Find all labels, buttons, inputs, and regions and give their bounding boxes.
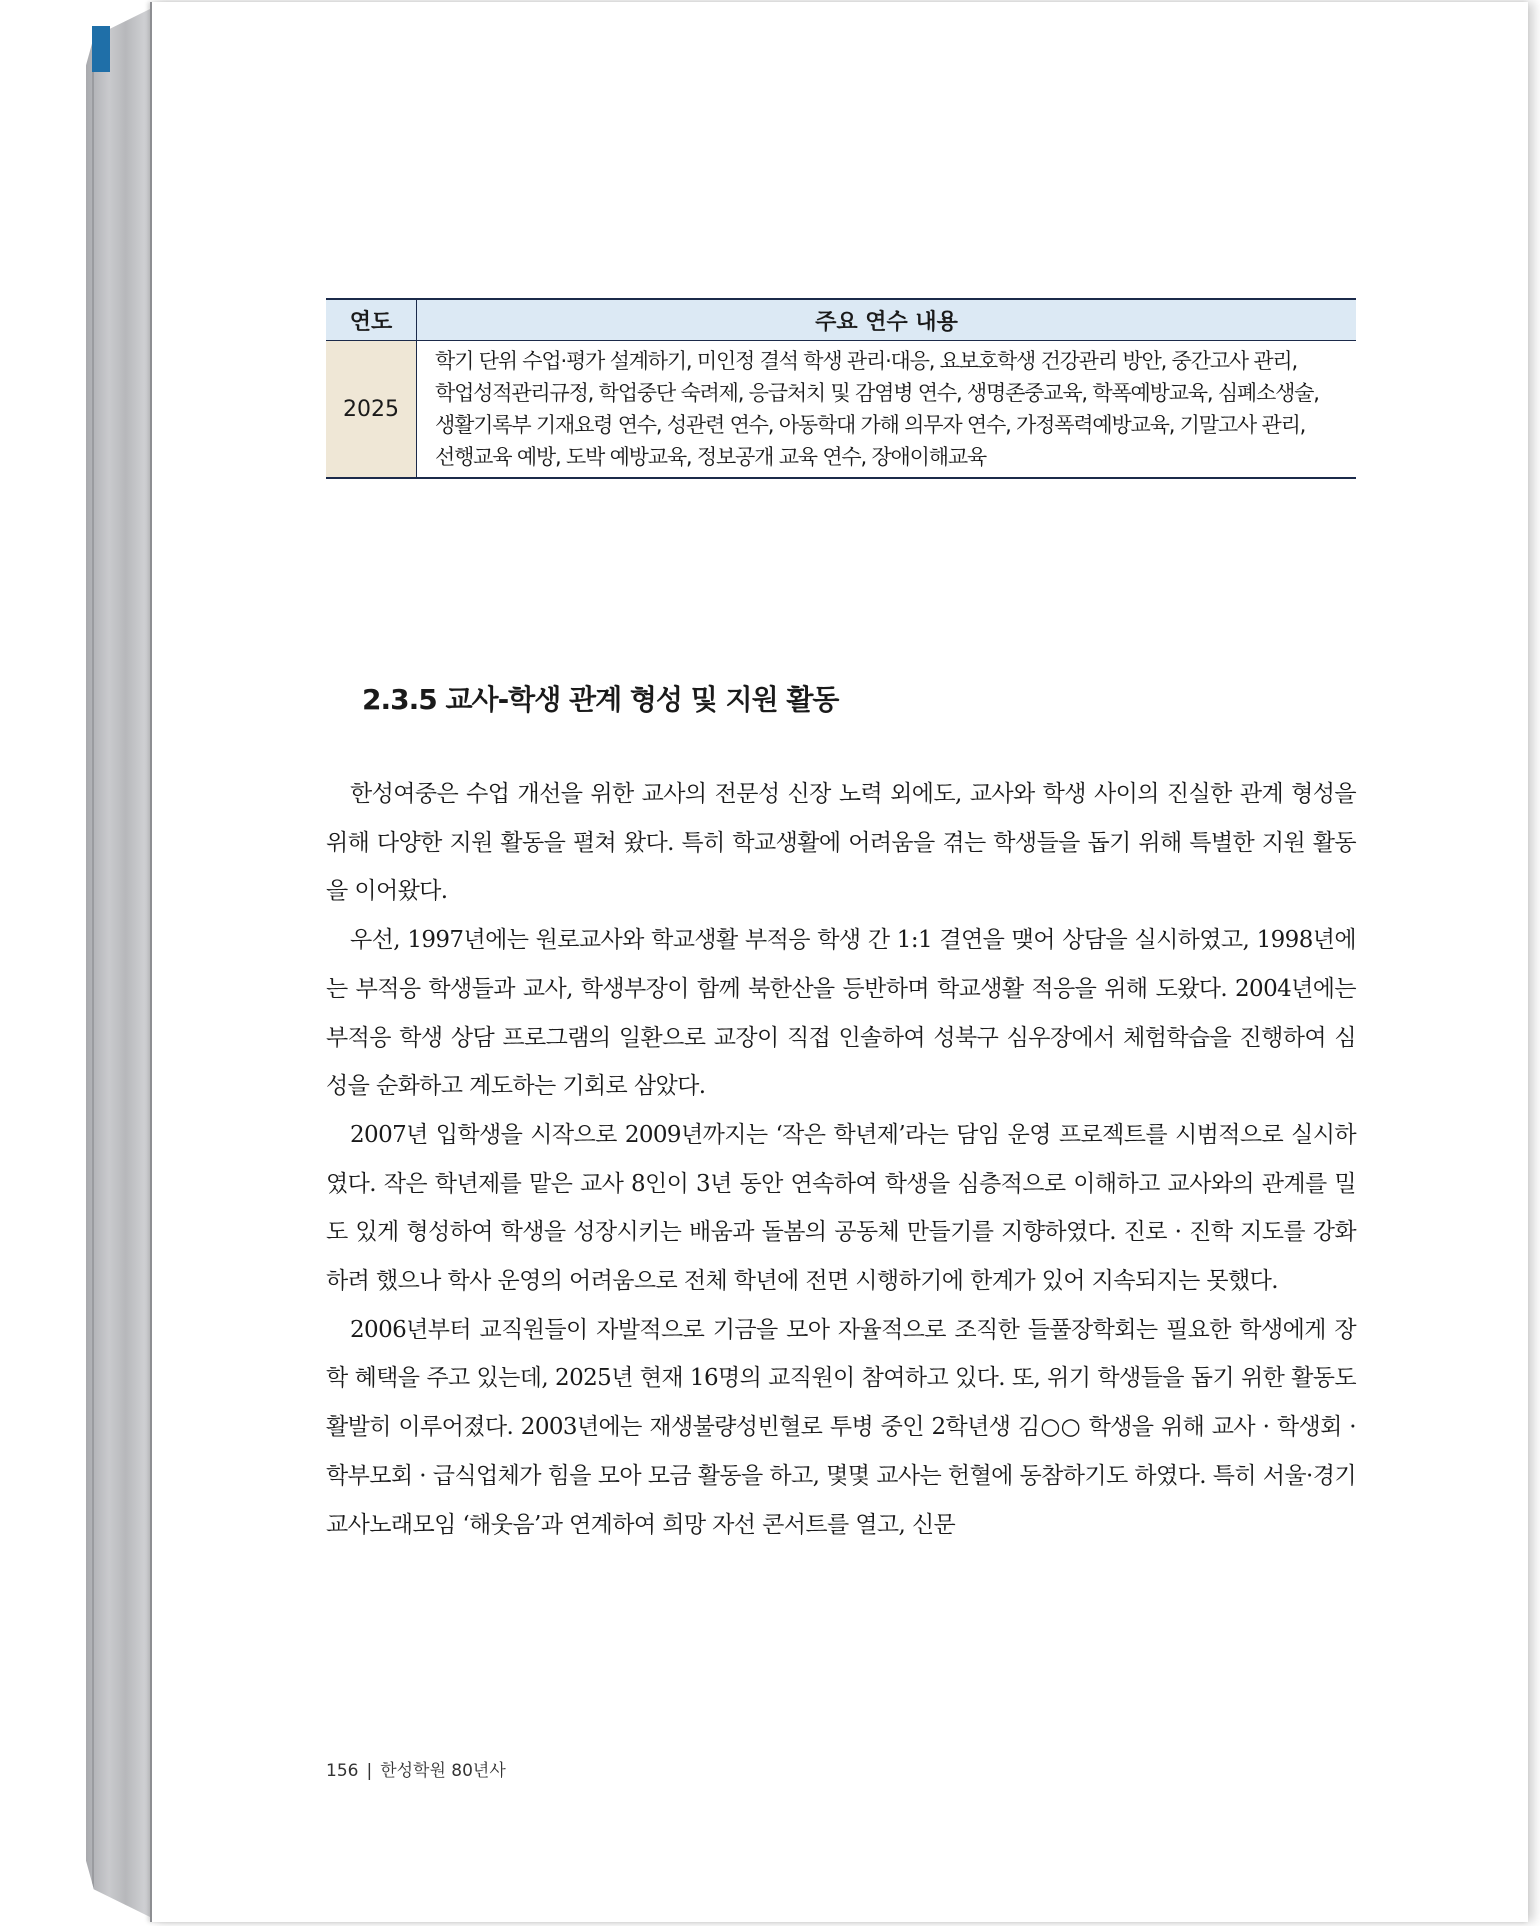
training-table (326, 298, 1356, 479)
content-line: 학기 단위 수업·평가 설계하기, 미인정 결석 학생 관리·대응, 요보호학생 건강관리 방안, 중간고사 관리, (435, 349, 1297, 373)
section-heading: 2.3.5 교사-학생 관계 형성 및 지원 활동 (362, 683, 839, 716)
paragraph: 한성여중은 수업 개선을 위한 교사의 전문성 신장 노력 외에도, 교사와 학생 사이의 진실한 관계 형성을 위해 다양한 지원 활동을 펼쳐 왔다. 특히 학교생활에 어려움을 겪는 학생들을 돕기 위해 특별한 지원 활동을 이어왔다. (326, 781, 1356, 905)
book-title: 한성학원 80년사 (380, 1761, 506, 1781)
year-cell: 2025 (326, 341, 417, 479)
book-tab-marker (92, 26, 110, 72)
paragraph: 2006년부터 교직원들이 자발적으로 기금을 모아 자율적으로 조직한 들풀장학회는 필요한 학생에게 장학 혜택을 주고 있는데, 2025년 현재 16명의 교직원이 참여하고 있다. 또, 위기 학생들을 돕기 위한 활동도 활발히 이루어졌다. 2003년에는 재생불량성빈혈로 투병 중인 2학년생 김○○ 학생을 위해 교사 · 학생회 · 학부모회 · 급식업체가 힘을 모아 모금 활동을 하고, 몇몇 교사는 헌혈에 동참하기도 하였다. 특히 서울·경기 교사노래모임 ‘해웃음’과 연계하여 희망 자선 콘서트를 열고, 신문 (326, 1316, 1356, 1538)
content-line: 생활기록부 기재요령 연수, 성관련 연수, 아동학대 가해 의무자 연수, 가정폭력예방교육, 기말고사 관리, (435, 413, 1306, 437)
table-header-row (326, 299, 1356, 341)
content-line: 학업성적관리규정, 학업중단 숙려제, 응급처치 및 감염병 연수, 생명존중교육, 학폭예방교육, 심폐소생술, (435, 381, 1319, 405)
paragraph: 2007년 입학생을 시작으로 2009년까지는 ‘작은 학년제’라는 담임 운영 프로젝트를 시범적으로 실시하였다. 작은 학년제를 맡은 교사 8인이 3년 동안 연속하여 학생을 심층적으로 이해하고 교사와의 관계를 밀도 있게 형성하여 학생을 성장시키는 배움과 돌봄의 공동체 만들기를 지향하였다. 진로 · 진학 지도를 강화하려 했으나 학사 운영의 어려움으로 전체 학년에 전면 시행하기에 한계가 있어 지속되지는 못했다. (326, 1121, 1356, 1295)
book-page-stack (86, 8, 152, 1918)
page-number: 156 (326, 1761, 359, 1781)
header-content: 주요 연수 내용 (417, 299, 1357, 341)
page-footer (326, 1756, 506, 1781)
header-year: 연도 (326, 299, 417, 341)
content-cell (417, 341, 1357, 479)
paragraph: 우선, 1997년에는 원로교사와 학교생활 부적응 학생 간 1:1 결연을 맺어 상담을 실시하였고, 1998년에는 부적응 학생들과 교사, 학생부장이 함께 북한산을 등반하며 학교생활 적응을 위해 도왔다. 2004년에는 부적응 학생 상담 프로그램의 일환으로 교장이 직접 인솔하여 성북구 심우장에서 체험학습을 진행하여 심성을 순화하고 계도하는 기회로 삼았다. (326, 927, 1356, 1100)
content-line: 선행교육 예방, 도박 예방교육, 정보공개 교육 연수, 장애이해교육 (435, 445, 986, 469)
body-text (326, 770, 1356, 1549)
footer-separator: | (366, 1761, 373, 1781)
table-row (326, 341, 1356, 479)
